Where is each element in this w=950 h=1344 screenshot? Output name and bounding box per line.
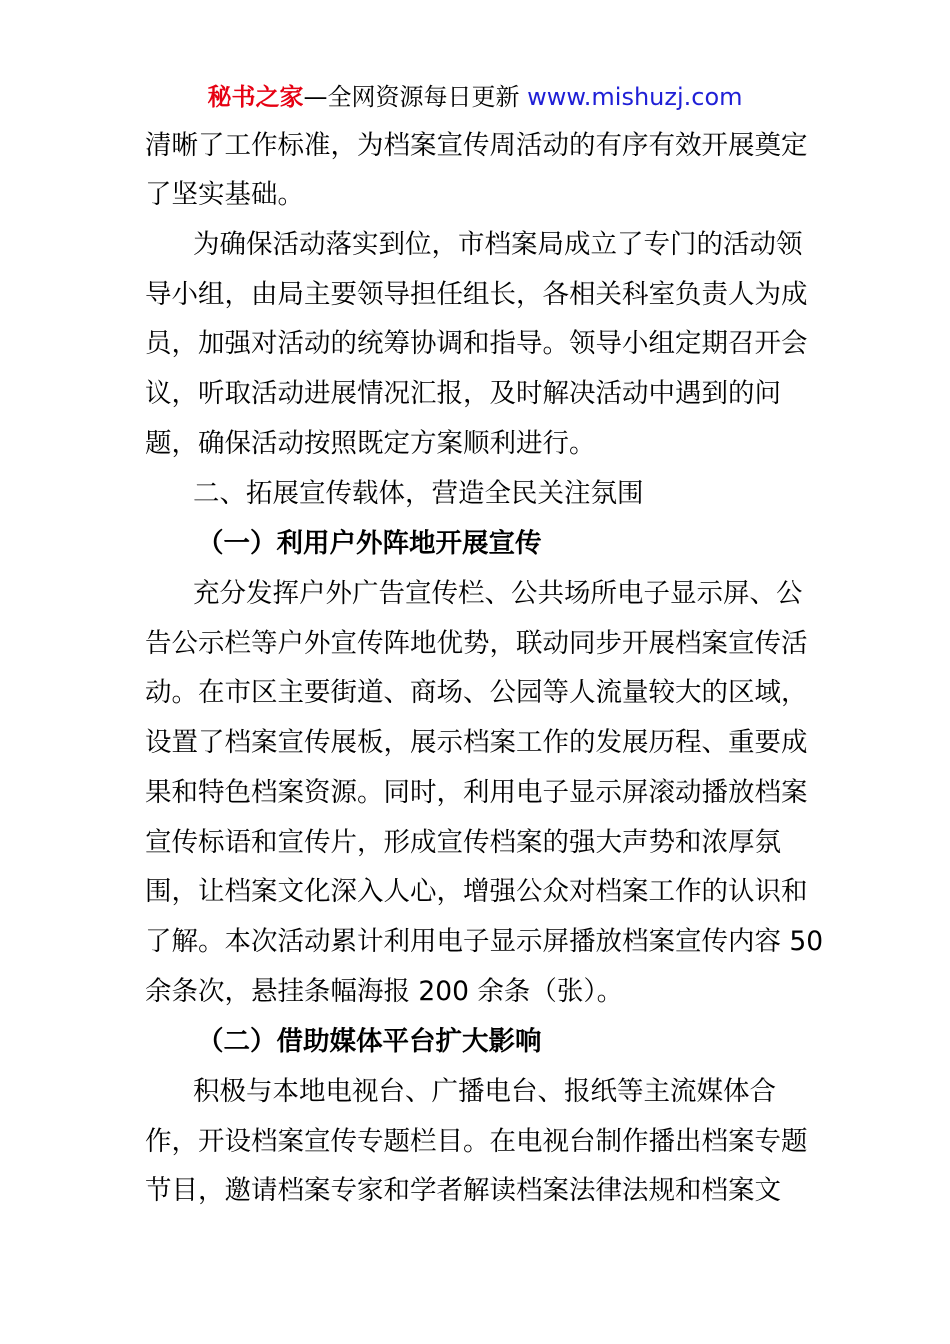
body-line: 告公示栏等户外宣传阵地优势，联动同步开展档案宣传活 xyxy=(145,628,808,659)
body-line: 节目，邀请档案专家和学者解读档案法律法规和档案文 xyxy=(145,1175,781,1206)
body-line: 宣传标语和宣传片，形成宣传档案的强大声势和浓厚氛 xyxy=(145,827,781,858)
body-line: 题，确保活动按照既定方案顺利进行。 xyxy=(145,428,596,459)
paragraph-first-line: 为确保活动落实到位，市档案局成立了专门的活动领 xyxy=(193,229,803,260)
body-line: 余条次，悬挂条幅海报 200 余条（张）。 xyxy=(145,976,624,1007)
body-line: 议，听取活动进展情况汇报，及时解决活动中遇到的问 xyxy=(145,378,781,409)
body-line: 了坚实基础。 xyxy=(145,179,304,210)
body-line: 设置了档案宣传展板，展示档案工作的发展历程、重要成 xyxy=(145,727,808,758)
body-line: 导小组，由局主要领导担任组长，各相关科室负责人为成 xyxy=(145,279,808,310)
subsection-heading: （二）借助媒体平台扩大影响 xyxy=(197,1026,542,1057)
body-line: 动。在市区主要街道、商场、公园等人流量较大的区域， xyxy=(145,677,808,708)
body-line: 清晰了工作标准，为档案宣传周活动的有序有效开展奠定 xyxy=(145,130,808,161)
body-line: 了解。本次活动累计利用电子显示屏播放档案宣传内容 50 xyxy=(145,926,824,957)
header-brand: 秘书之家 xyxy=(207,83,304,111)
paragraph-first-line: 积极与本地电视台、广播电台、报纸等主流媒体合 xyxy=(193,1076,776,1107)
header-url-link[interactable]: www.mishuzj.com xyxy=(527,83,743,111)
body-line: 员，加强对活动的统筹协调和指导。领导小组定期召开会 xyxy=(145,328,808,359)
page-header xyxy=(0,80,950,114)
body-line: 作，开设档案宣传专题栏目。在电视台制作播出档案专题 xyxy=(145,1126,808,1157)
section-heading: 二、拓展宣传载体，营造全民关注氛围 xyxy=(193,478,644,509)
subsection-heading: （一）利用户外阵地开展宣传 xyxy=(197,528,542,559)
paragraph-first-line: 充分发挥户外广告宣传栏、公共场所电子显示屏、公 xyxy=(193,578,803,609)
header-description: —全网资源每日更新 xyxy=(303,83,528,111)
body-line: 果和特色档案资源。同时，利用电子显示屏滚动播放档案 xyxy=(145,777,808,808)
body-line: 围，让档案文化深入人心，增强公众对档案工作的认识和 xyxy=(145,876,808,907)
